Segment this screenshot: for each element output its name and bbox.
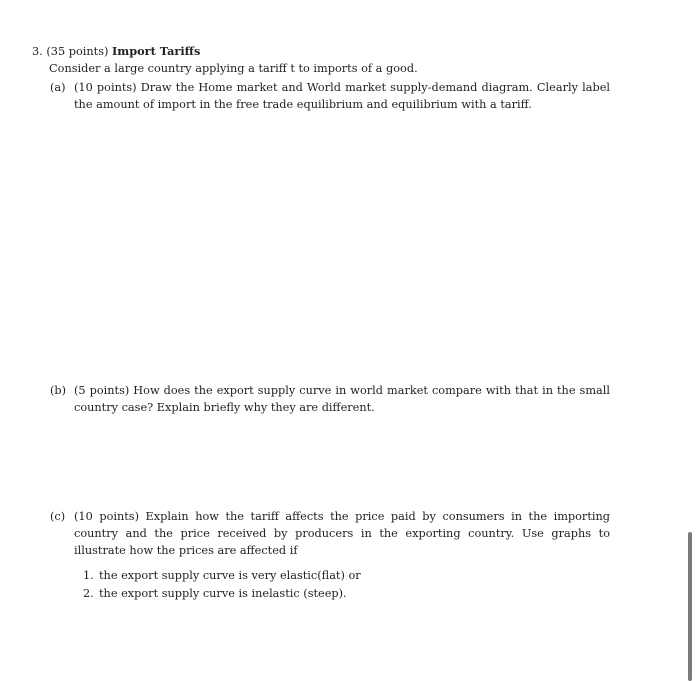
part-a-text: (10 points) Draw the Home market and World market supply-demand diagram. Clearly label the amount of import in the free trade equilibrium and equilibrium with a tariff. bbox=[74, 81, 610, 111]
part-c-list bbox=[83, 567, 610, 602]
part-a-label: (a) bbox=[50, 81, 66, 94]
part-c bbox=[50, 508, 610, 603]
list-item bbox=[83, 567, 610, 584]
question-points: (35 points) bbox=[46, 45, 109, 58]
question-title: Import Tariffs bbox=[112, 44, 201, 58]
part-c-text: (10 points) Explain how the tariff affects the price paid by consumers in the importing country and the price received by producers in the exporting country. Use graphs to illustrate how the prices are affected if bbox=[74, 510, 610, 557]
question-header bbox=[32, 43, 200, 60]
list-item-number: 2. bbox=[83, 587, 94, 600]
part-b bbox=[50, 382, 610, 416]
part-c-label: (c) bbox=[50, 510, 66, 523]
list-item-text: the export supply curve is very elastic(flat) or bbox=[99, 569, 361, 582]
list-item bbox=[83, 585, 610, 602]
question-intro: Consider a large country applying a tariff t to imports of a good. bbox=[49, 62, 418, 75]
list-item-number: 1. bbox=[83, 569, 94, 582]
part-b-text: (5 points) How does the export supply curve in world market compare with that in the small country case? Explain briefly why they are different. bbox=[74, 384, 610, 414]
part-a bbox=[50, 79, 610, 113]
vertical-scrollbar[interactable] bbox=[688, 532, 692, 681]
question-number: 3. bbox=[32, 45, 43, 58]
part-b-label: (b) bbox=[50, 384, 67, 397]
list-item-text: the export supply curve is inelastic (steep). bbox=[99, 587, 347, 600]
